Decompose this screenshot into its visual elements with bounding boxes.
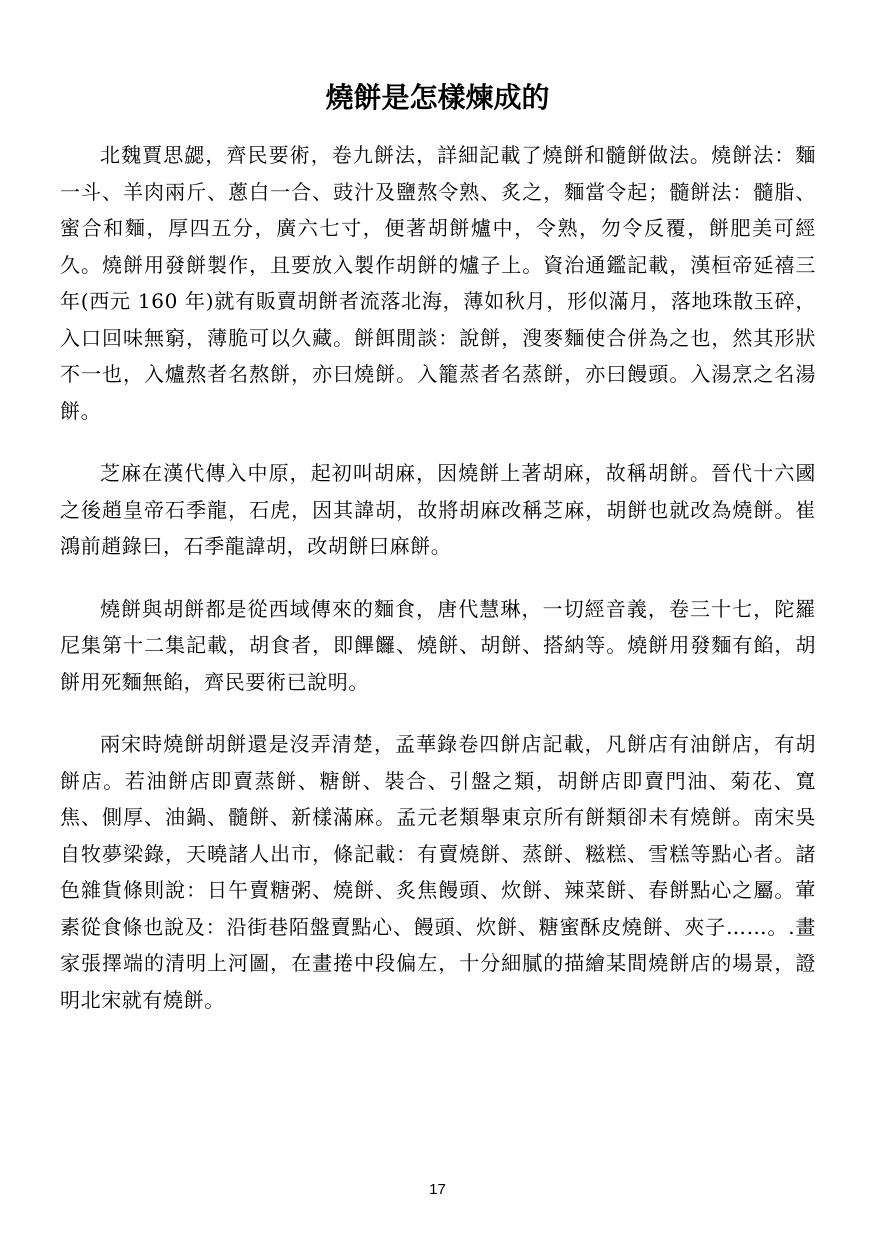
page-number: 17: [429, 1181, 446, 1198]
paragraph-3: 燒餅與胡餅都是從西域傳來的麵食，唐代慧琳，一切經音義，卷三十七，陀羅尼集第十二集記載，胡食者，即饆饠、燒餅、胡餅、搭納等。燒餅用發麵有餡，胡餅用死麵無餡，齊民要術已說明。: [60, 596, 816, 694]
article-body: [60, 137, 816, 1044]
paragraph-2: 芝麻在漢代傳入中原，起初叫胡麻，因燒餅上著胡麻，故稱胡餅。晉代十六國之後趙皇帝石季龍，石虎，因其諱胡，故將胡麻改稱芝麻，胡餅也就改為燒餅。崔鴻前趙錄曰，石季龍諱胡，改胡餅曰麻餅。: [60, 461, 816, 558]
paragraph-1: 北魏賈思勰，齊民要術，卷九餅法，詳細記載了燒餅和髓餅做法。燒餅法：麵一斗、羊肉兩斤、蔥白一合、豉汁及鹽熬令熟、炙之，麵當令起；髓餅法：髓脂、蜜合和麵，厚四五分，廣六七寸，便著胡餅爐中，令熟，勿令反覆，餅肥美可經久。燒餅用發餅製作，且要放入製作胡餅的爐子上。資治通鑑記載，漢桓帝延禧三年(西元 160 年)就有販賣胡餅者流落北海，薄如秋月，形似滿月，落地珠散玉碎，入口回味無窮，薄脆可以久藏。餅餌閒談：說餅，溲麥麵使合併為之也，然其形狀不一也，入爐熬者名熬餅，亦曰燒餅。入籠蒸者名蒸餅，亦曰饅頭。入湯烹之名湯餅。: [60, 143, 816, 423]
paragraph-4: 兩宋時燒餅胡餅還是沒弄清楚，孟華錄卷四餅店記載，凡餅店有油餅店，有胡餅店。若油餅店即賣蒸餅、糖餅、裝合、引盤之類，胡餅店即賣門油、菊花、寬焦、側厚、油鍋、髓餅、新樣滿麻。孟元老類舉東京所有餅類卻未有燒餅。南宋吳自牧夢梁錄，天曉諸人出市，條記載：有賣燒餅、蒸餅、糍糕、雪糕等點心者。諸色雜貨條則說：日午賣糖粥、燒餅、炙焦饅頭、炊餅、辣菜餅、春餅點心之屬。葷素從食條也說及：沿街巷陌盤賣點心、饅頭、炊餅、糖蜜酥皮燒餅、夾子……。.畫家張擇端的清明上河圖，在畫捲中段偏左，十分細膩的描繪某間燒餅店的場景，證明北宋就有燒餅。: [60, 732, 816, 1012]
page-title: 燒餅是怎樣煉成的: [325, 81, 550, 114]
